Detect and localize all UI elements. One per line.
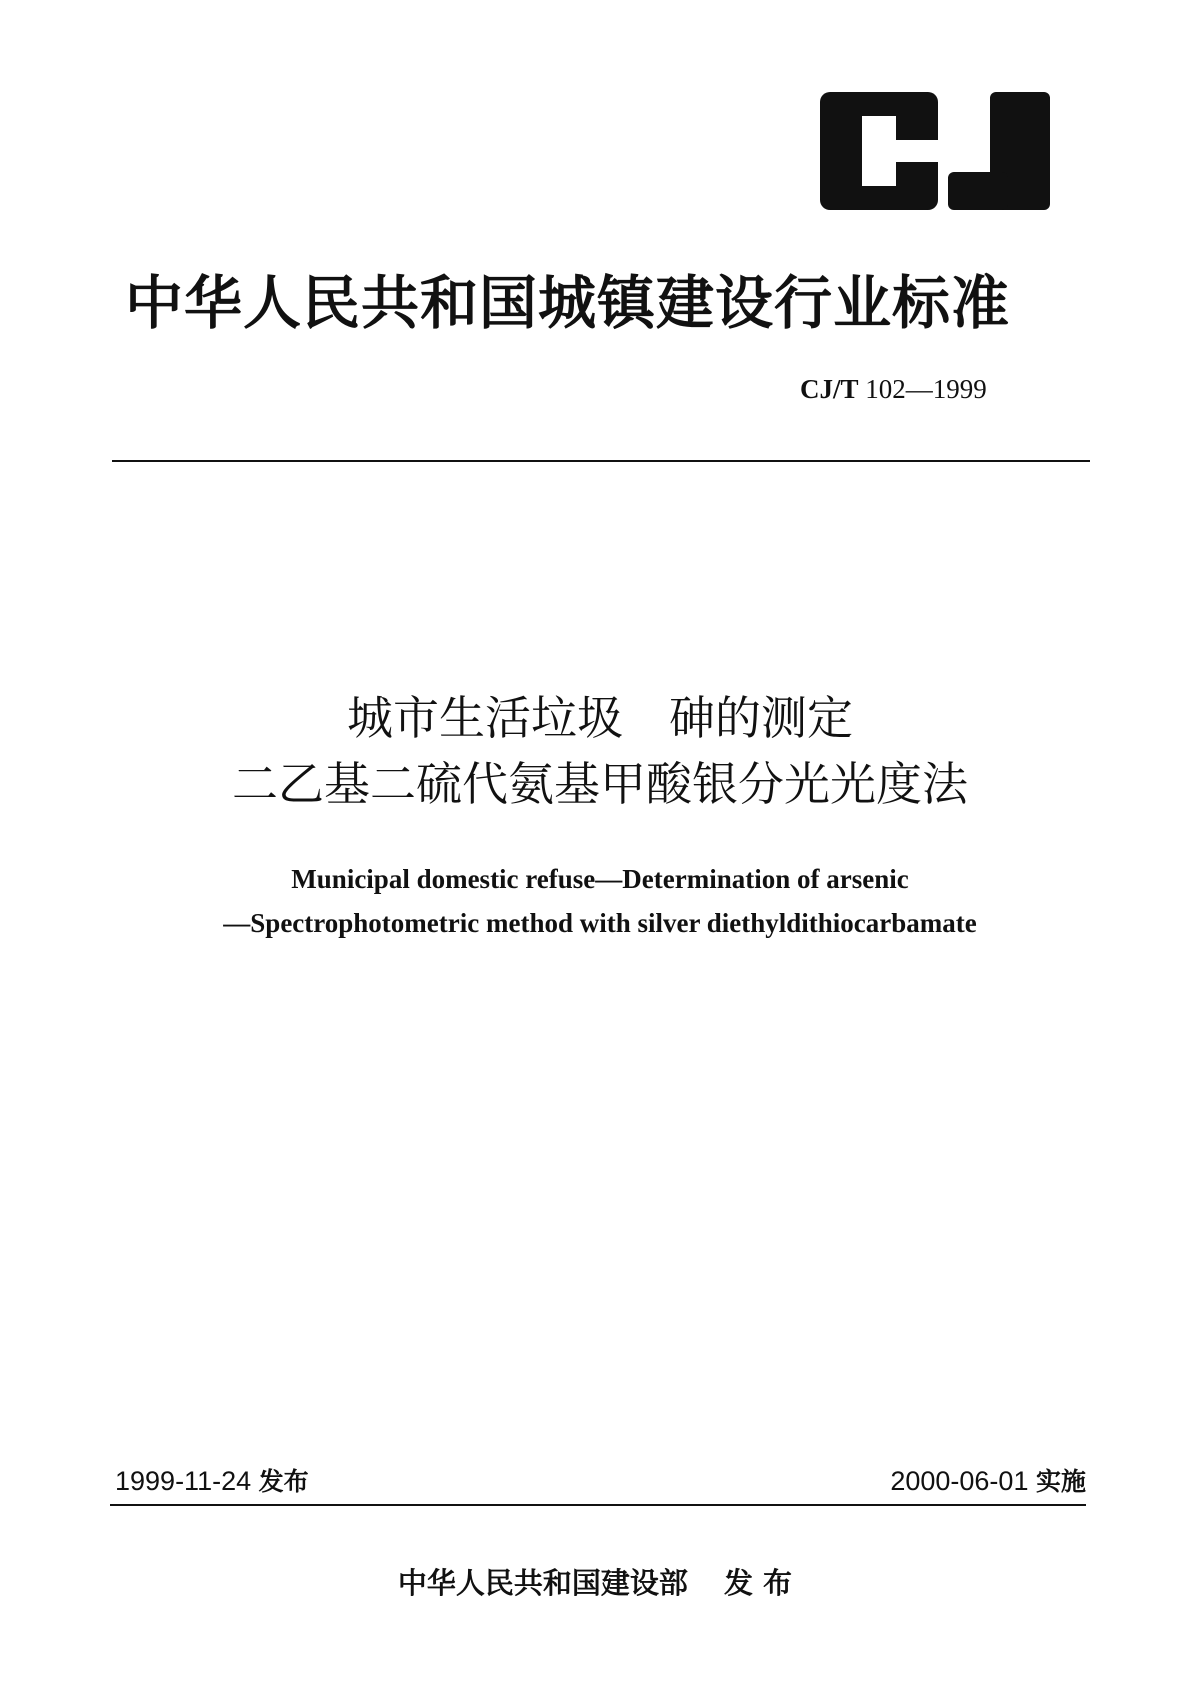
publisher (100, 1563, 1100, 1603)
chinese-title-line-2: 二乙基二硫代氨基甲酸银分光光度法 (232, 757, 968, 811)
issue-date-value: 1999-11-24 (115, 1466, 252, 1496)
issue-date (115, 1464, 309, 1499)
standard-code-number: 102—1999 (865, 374, 987, 404)
english-title-line-2: —Spectrophotometric method with silver diethyldithiocarbamate (223, 908, 977, 938)
top-divider (112, 460, 1090, 462)
standard-code (800, 372, 1040, 406)
chinese-title-line-1: 城市生活垃圾 砷的测定 (347, 691, 853, 745)
publisher-action: 发布 (724, 1566, 803, 1600)
bottom-divider (110, 1504, 1086, 1506)
publisher-name: 中华人民共和国建设部 (397, 1566, 688, 1600)
standard-code-prefix: CJ/T (800, 374, 859, 404)
chinese-title (100, 688, 1100, 814)
effective-date (890, 1464, 1086, 1499)
cj-logo-icon (820, 92, 1052, 212)
issue-date-label: 发布 (258, 1467, 309, 1496)
effective-date-value: 2000-06-01 (890, 1466, 1029, 1496)
effective-date-label: 实施 (1035, 1467, 1086, 1496)
org-title: 中华人民共和国城镇建设行业标准 (125, 269, 1011, 337)
english-title-line-1: Municipal domestic refuse—Determination of arsenic (291, 864, 909, 894)
english-title (100, 857, 1100, 945)
